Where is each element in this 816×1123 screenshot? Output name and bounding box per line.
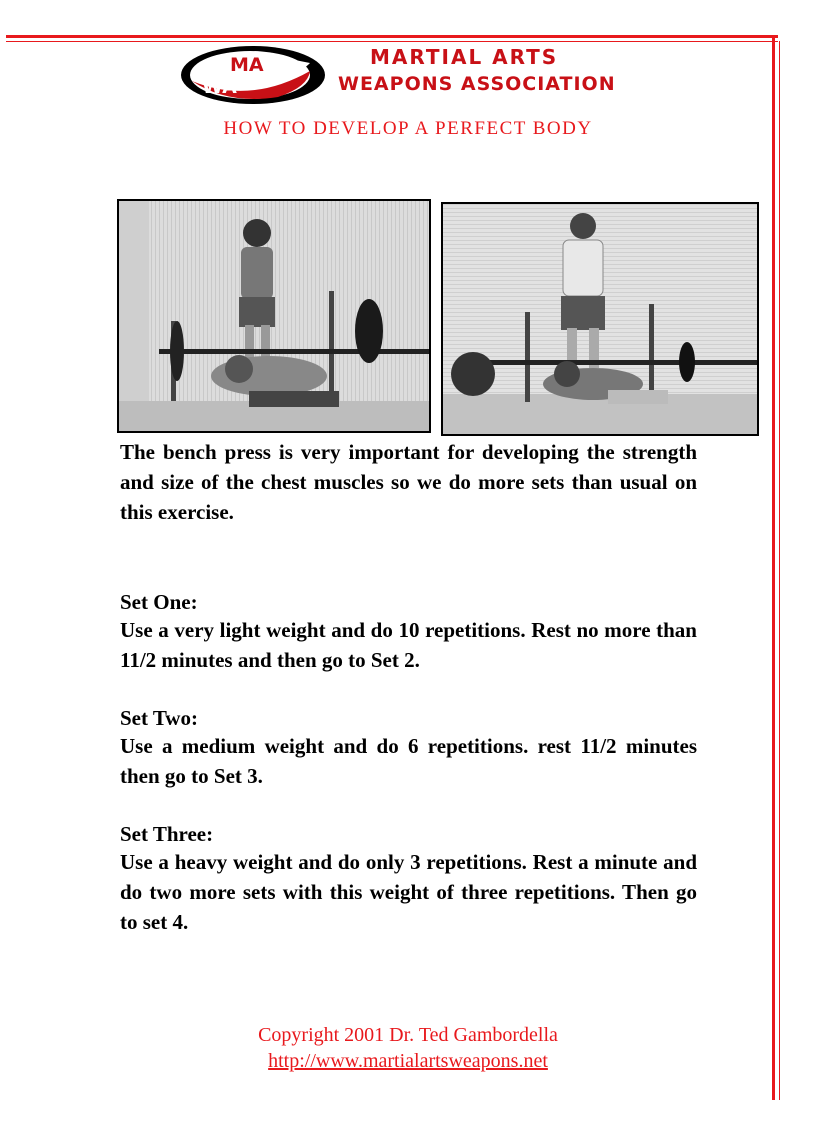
maw-logo bbox=[178, 43, 638, 107]
set-one-heading: Set One: bbox=[120, 590, 198, 614]
set-two-heading: Set Two: bbox=[120, 706, 198, 730]
set-two-text: Use a medium weight and do 6 repetitions. rest 11/2 minutes then go to Set 3. bbox=[120, 734, 697, 788]
logo-text-weapons-association: WEAPONS ASSOCIATION bbox=[338, 73, 616, 95]
copyright-notice: Copyright 2001 Dr. Ted Gambordella bbox=[258, 1024, 558, 1046]
svg-text:MA: MA bbox=[230, 54, 264, 76]
page-title: HOW TO DEVELOP A PERFECT BODY bbox=[223, 118, 593, 139]
set-three-heading: Set Three: bbox=[120, 822, 214, 846]
bench-press-photo-2 bbox=[441, 202, 759, 436]
footer-link-container bbox=[0, 1050, 816, 1073]
intro-paragraph: The bench press is very important for developing the strength and size of the chest muscles so we do more sets than usual on this exercise. bbox=[120, 440, 697, 524]
logo-text-martial-arts: MARTIAL ARTS bbox=[370, 45, 559, 69]
top-border-rule bbox=[6, 35, 778, 38]
svg-text:WA: WA bbox=[202, 76, 237, 98]
right-border-rule-thin bbox=[779, 41, 780, 1100]
set-one-text: Use a very light weight and do 10 repetitions. Rest no more than 11/2 minutes and then go to Set 2. bbox=[120, 618, 697, 672]
top-border-rule-thin bbox=[6, 41, 778, 42]
website-link[interactable]: http://www.martialartsweapons.net bbox=[268, 1050, 548, 1072]
bench-press-photo-1 bbox=[117, 199, 431, 433]
set-three-text: Use a heavy weight and do only 3 repetitions. Rest a minute and do two more sets with this weight of three repetitions. Then go to set 4. bbox=[120, 850, 697, 934]
maw-logo-mark-icon bbox=[178, 43, 328, 107]
right-border-rule bbox=[772, 35, 775, 1100]
